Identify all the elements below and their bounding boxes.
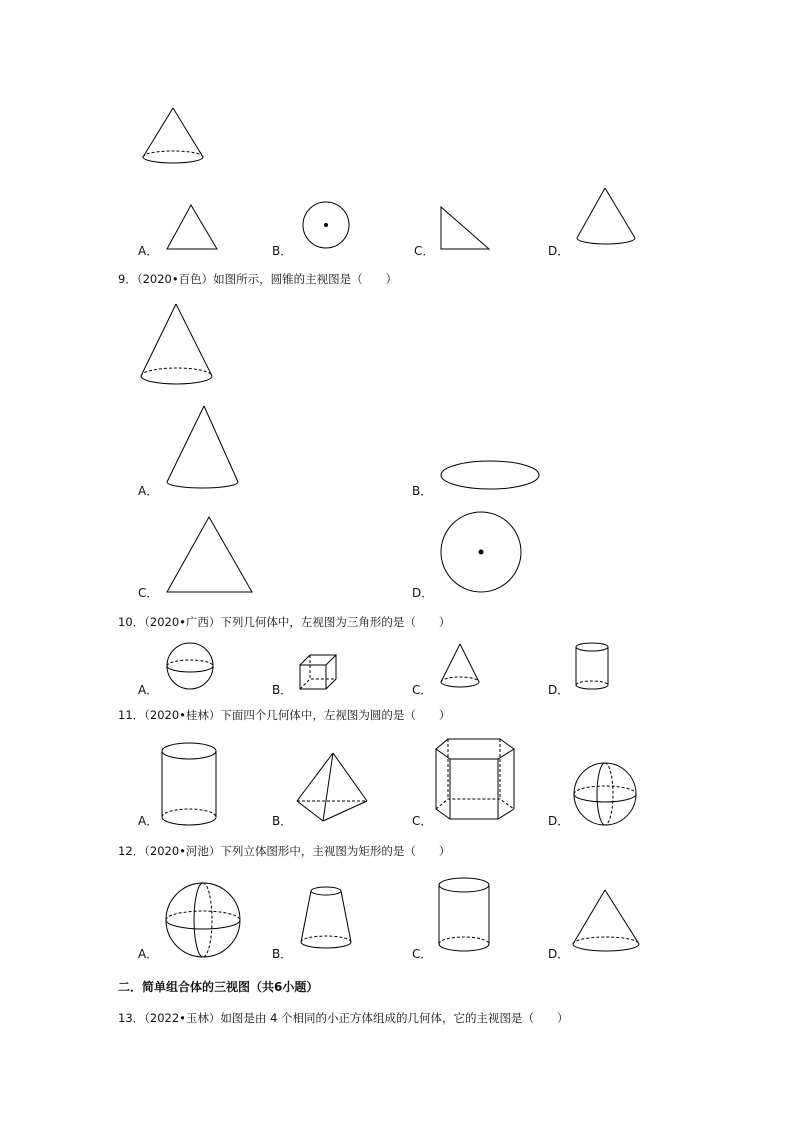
q10-option-d-cylinder xyxy=(574,641,614,693)
q9-option-a-label: A． xyxy=(138,484,159,498)
q9-option-d-circle-dot xyxy=(440,511,524,595)
q9-option-b-ellipse xyxy=(439,459,543,493)
q11-option-a-cylinder xyxy=(160,741,220,829)
q9-option-b-label: B． xyxy=(412,484,433,498)
q13-question-text: 13．（2022•玉林）如图是由 4 个相同的小正方体组成的几何体，它的主视图是（ ） xyxy=(118,1011,569,1025)
q12-option-d-label: D． xyxy=(548,947,570,961)
q12-option-c-cylinder xyxy=(437,876,493,956)
section-heading: 二．简单组合体的三视图（共6小题） xyxy=(118,980,319,994)
q11-option-d-label: D． xyxy=(548,814,570,828)
q9-option-d-label: D． xyxy=(412,586,434,600)
q10-option-c-label: C． xyxy=(412,683,433,697)
q11-option-b-pyramid xyxy=(295,751,371,827)
q10-question-text: 10．（2020•广西）下列几何体中，左视图为三角形的是（ ） xyxy=(118,615,451,629)
q12-option-b-label: B． xyxy=(272,947,293,961)
q9-cone-figure xyxy=(138,302,218,392)
q9-option-c-triangle xyxy=(164,514,256,596)
q8-option-a-label: A． xyxy=(138,244,159,258)
q9-option-c-label: C． xyxy=(138,586,159,600)
q12-option-a-sphere xyxy=(164,881,244,961)
q11-option-c-hexagonal-prism xyxy=(434,737,518,829)
q12-question-text: 12．（2020•河池）下列立体图形中，主视图为矩形的是（ ） xyxy=(118,844,451,858)
q11-option-a-label: A． xyxy=(138,814,159,828)
q8-option-b-label: B． xyxy=(272,244,293,258)
q11-option-c-label: C． xyxy=(412,814,433,828)
q12-option-d-cone xyxy=(571,888,643,956)
q9-question-text: 9．（2020•百色）如图所示，圆锥的主视图是（ ） xyxy=(118,272,398,286)
q11-option-d-sphere xyxy=(572,761,640,829)
q10-option-b-label: B． xyxy=(272,683,293,697)
q8-option-a-triangle xyxy=(165,203,221,251)
q12-option-b-frustum xyxy=(299,884,355,954)
q10-option-a-label: A． xyxy=(138,683,159,697)
q8-option-c-right-triangle xyxy=(439,205,493,251)
q8-option-d-cone-view xyxy=(575,186,640,250)
q11-option-b-label: B． xyxy=(272,814,293,828)
q10-option-a-sphere xyxy=(166,642,218,692)
q8-option-c-label: C． xyxy=(414,244,435,258)
q9-option-a-cone-view xyxy=(164,404,242,494)
q10-option-b-cube xyxy=(298,653,340,691)
q8-option-b-circle-dot xyxy=(301,201,353,253)
q10-option-c-cone xyxy=(439,642,485,692)
q12-option-a-label: A． xyxy=(138,947,159,961)
q10-option-d-label: D． xyxy=(548,683,570,697)
q11-question-text: 11．（2020•桂林）下面四个几何体中，左视图为圆的是（ ） xyxy=(118,708,451,722)
q8-cone-figure xyxy=(140,105,210,170)
q12-option-c-label: C． xyxy=(412,947,433,961)
q8-option-d-label: D． xyxy=(548,244,570,258)
